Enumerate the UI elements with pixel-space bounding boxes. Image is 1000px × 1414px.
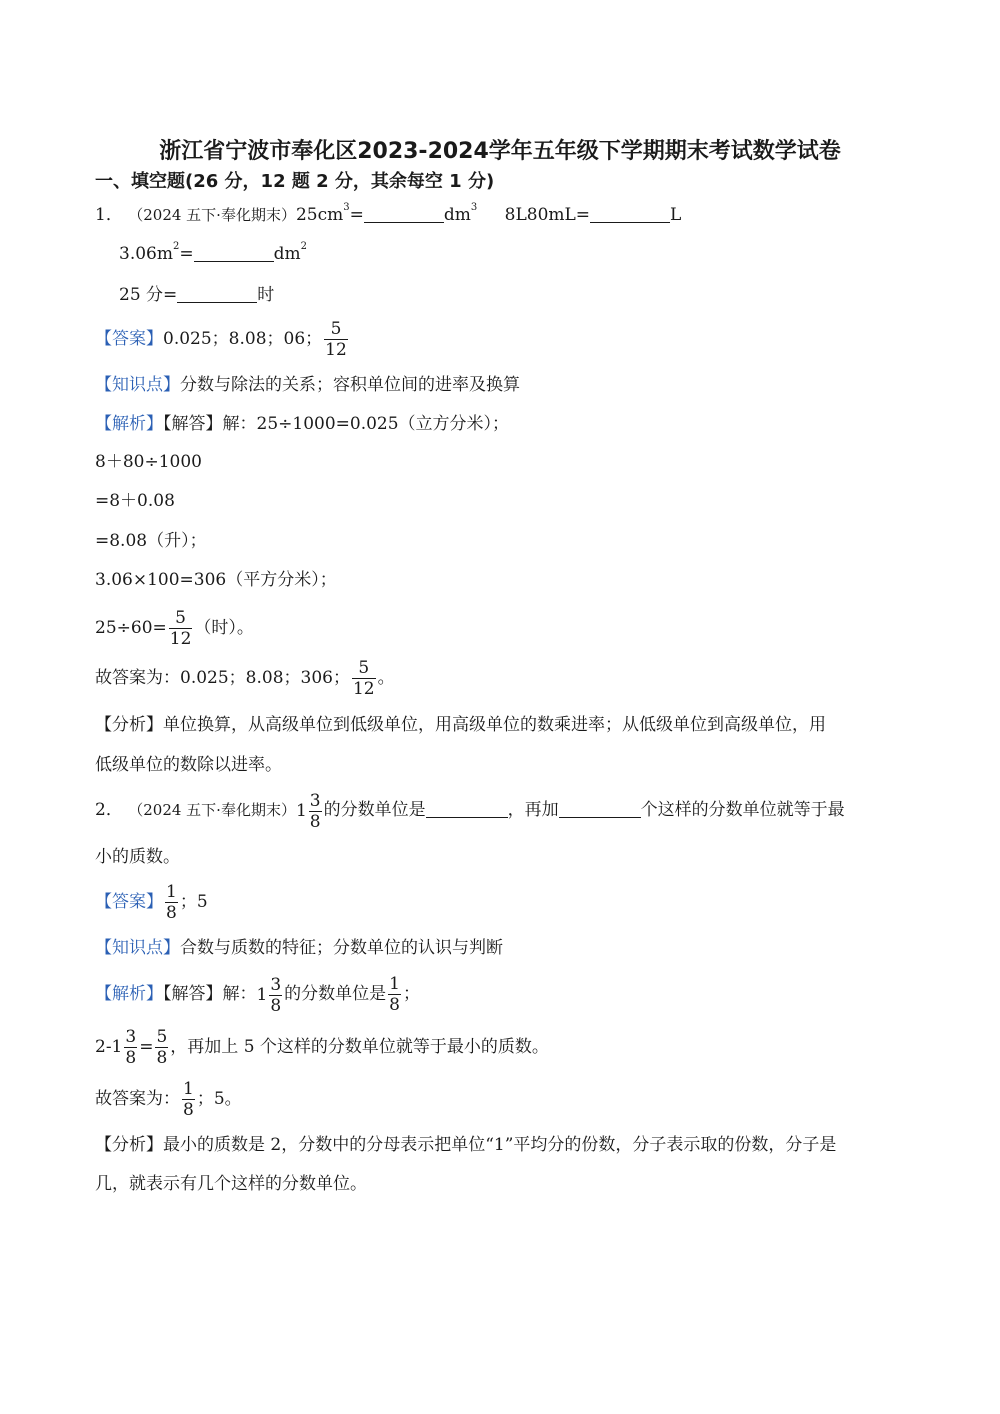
solve-text: 的分数单位是 [284, 984, 387, 1004]
mixed-number [257, 971, 285, 1019]
fraction-denominator: 8 [125, 1048, 137, 1068]
q1-sup: 3 [343, 202, 350, 213]
fraction-denominator: 8 [166, 903, 177, 923]
fraction-denominator: 12 [169, 629, 192, 649]
q2-fenxi-line1 [95, 1137, 836, 1154]
knowledge-tag: 【知识点】 [95, 938, 180, 958]
analysis-tag: 【解析】 [95, 414, 163, 434]
q2-conclusion [95, 1075, 242, 1123]
conclusion-end: ；5。 [196, 1089, 242, 1109]
q2-step [95, 1023, 549, 1071]
fraction [324, 319, 348, 360]
q1-step3: =8.08（升）； [95, 531, 207, 551]
fraction [182, 1079, 195, 1120]
q1-step5 [95, 604, 254, 652]
q2-text-a: 的分数单位是 [323, 800, 426, 820]
q1-step4: 3.06×100=306（平方分米）； [95, 570, 337, 590]
q1-s5b: （时）。 [194, 618, 254, 638]
q1-l2a: 3.06m [119, 244, 173, 264]
q1-source: （2024 五下·奉化期末） [128, 206, 296, 224]
q1-l1a: 25cm [295, 205, 344, 225]
q2-knowledge [95, 940, 503, 957]
q1-step1: 8＋80÷1000 [95, 452, 202, 472]
fenxi-tag: 【分析】 [95, 715, 163, 735]
answer-blank[interactable] [590, 205, 670, 223]
fraction [309, 791, 322, 832]
fenxi-tag: 【分析】 [95, 1135, 163, 1155]
q2-text-c: 个这样的分数单位就等于最 [640, 800, 845, 820]
mixed-number [296, 787, 324, 835]
fraction-denominator: 12 [325, 340, 347, 360]
answer-blank[interactable] [426, 800, 508, 818]
fraction-numerator: 5 [169, 608, 193, 629]
solve-tag: 【解答】 [163, 984, 223, 1004]
q1-conclusion [95, 654, 395, 702]
q1-analysis [95, 416, 509, 433]
fraction-numerator: 3 [270, 974, 282, 995]
fraction-numerator: 3 [125, 1027, 137, 1047]
solve-tag: 【解答】 [163, 414, 223, 434]
answer-blank[interactable] [177, 285, 257, 303]
fraction [169, 608, 193, 649]
fraction-denominator: 8 [309, 811, 321, 832]
answer-text: ；5 [179, 892, 208, 912]
mixed-whole: 1 [256, 984, 268, 1005]
answer-tag: 【答案】 [95, 329, 163, 349]
q2-analysis [95, 970, 420, 1019]
solve-text: 解：25÷1000=0.025（立方分米）； [222, 414, 510, 434]
answer-tag: 【答案】 [95, 892, 163, 912]
q1-sup: 3 [470, 202, 478, 213]
q1-eq: = [179, 244, 194, 264]
fenxi-text: 最小的质数是 2，分数中的分母表示把单位“1”平均分的份数，分子表示取的份数，分子是 [163, 1135, 837, 1155]
fraction-denominator: 8 [389, 995, 400, 1015]
step-prefix: 2-1 [95, 1037, 123, 1057]
q2-answer [95, 878, 208, 926]
conclusion-text: 故答案为：0.025；8.08；306； [95, 668, 350, 688]
q2-fenxi-line2: 几，就表示有几个这样的分数单位。 [95, 1174, 367, 1194]
fraction [352, 658, 376, 699]
solve-text: 解： [222, 984, 257, 1004]
q1-sup: 2 [172, 241, 180, 252]
q2-number: 2． [95, 800, 123, 820]
fraction-numerator: 1 [183, 1079, 194, 1099]
q1-fenxi-line1 [95, 717, 826, 734]
q1-knowledge [95, 377, 520, 394]
fraction-numerator: 5 [352, 658, 376, 679]
q1-line1 [95, 202, 682, 225]
knowledge-tag: 【知识点】 [95, 375, 180, 395]
mixed-whole: 1 [295, 800, 307, 821]
fenxi-text: 单位换算，从高级单位到低级单位，用高级单位的数乘进率；从低级单位到高级单位，用 [163, 715, 826, 735]
q1-l3a: 25 分= [119, 285, 178, 305]
q2-source: （2024 五下·奉化期末） [128, 801, 296, 819]
q1-l1d: 8L80mL= [504, 205, 591, 225]
fraction-denominator: 12 [352, 679, 375, 699]
q2-text-b: ，再加 [507, 800, 559, 820]
conclusion-text: 故答案为： [95, 1089, 180, 1109]
step-text: ，再加上 5 个这样的分数单位就等于最小的质数。 [170, 1037, 549, 1057]
knowledge-text: 分数与除法的关系；容积单位间的进率及换算 [180, 375, 520, 395]
fraction [165, 882, 178, 923]
fraction [269, 975, 282, 1016]
q1-unit: dm [443, 205, 471, 225]
q1-sup: 2 [300, 241, 307, 252]
equals-sign: = [139, 1037, 154, 1057]
fraction-denominator: 8 [270, 995, 282, 1016]
fraction-numerator: 3 [309, 790, 321, 811]
q1-unit: dm [273, 244, 301, 264]
fraction-numerator: 1 [389, 974, 400, 994]
q1-s5a: 25÷60= [95, 618, 167, 638]
knowledge-text: 合数与质数的特征；分数单位的认识与判断 [180, 938, 503, 958]
answer-text: 0.025；8.08；06； [163, 329, 323, 349]
solve-text: ； [402, 984, 420, 1004]
q2-line2: 小的质数。 [95, 847, 180, 867]
q1-answer [95, 315, 350, 363]
fraction-numerator: 1 [166, 882, 177, 902]
answer-blank[interactable] [194, 244, 274, 262]
q1-fenxi-line2: 低级单位的数除以进率。 [95, 755, 282, 775]
fraction-numerator: 5 [324, 319, 348, 340]
page-title: 浙江省宁波市奉化区2023-2024学年五年级下学期期末考试数学试卷 [159, 139, 841, 164]
fraction-denominator: 8 [183, 1100, 194, 1120]
q2-line1 [95, 786, 845, 835]
section-heading: 一、填空题(26 分，12 题 2 分，其余每空 1 分) [95, 171, 495, 192]
answer-blank[interactable] [559, 800, 641, 818]
fraction [155, 1027, 168, 1068]
fraction [124, 1027, 137, 1068]
q1-line3 [119, 285, 274, 304]
fraction-numerator: 5 [156, 1027, 168, 1047]
q1-step2: =8＋0.08 [95, 491, 175, 511]
q1-unit: 时 [257, 285, 275, 305]
answer-blank[interactable] [364, 205, 444, 223]
q1-eq: = [349, 205, 364, 225]
fraction-denominator: 8 [156, 1048, 168, 1068]
q1-line2 [119, 241, 307, 264]
q1-number: 1． [95, 205, 123, 225]
fraction [388, 974, 401, 1015]
q1-unit: L [670, 205, 682, 225]
conclusion-end: 。 [377, 668, 395, 688]
analysis-tag: 【解析】 [95, 984, 163, 1004]
